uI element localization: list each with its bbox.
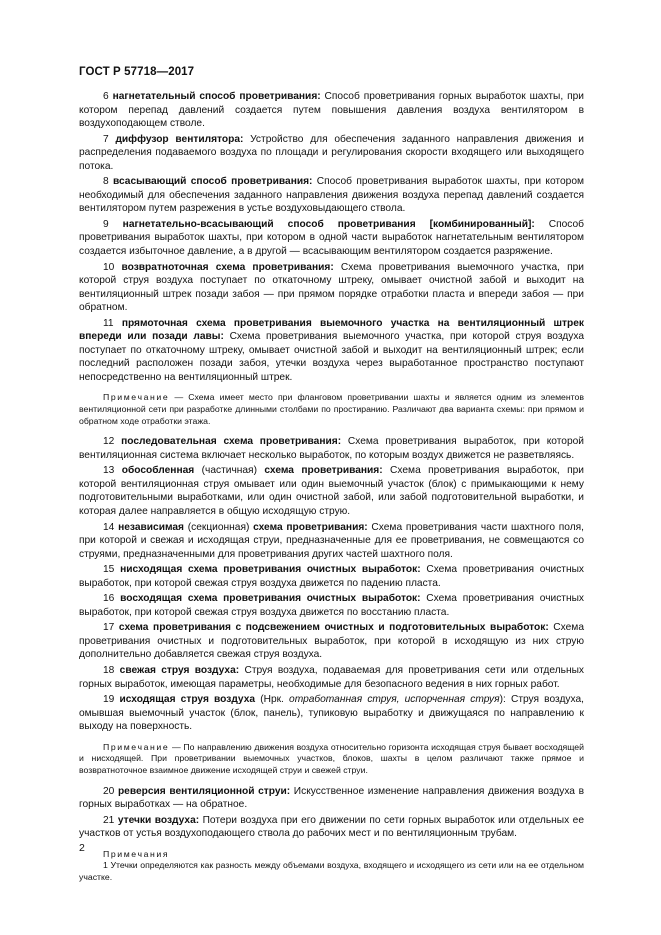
term: исходящая струя воздуха	[119, 694, 256, 706]
term-entry-19: 19 исходящая струя воздуха (Нрк. отработанная струя, испорченная струя): Струя воздуха, омывшая выемочный участок (блок, панель), тупиковую выработку и движущаяся по направлению к выходу на поверхность.	[79, 694, 584, 733]
standard-header: ГОСТ Р 57718—2017	[79, 66, 195, 78]
term: диффузор вентилятора:	[115, 133, 244, 145]
term-entry-6: 6 нагнетательный способ проветривания: Способ проветривания горных выработок шахты, при котором перепад давлений создается путем повышения давления воздуха вентилятором в воздухоподающем стволе.	[79, 91, 584, 130]
note: Примечание — Схема имеет место при фланговом проветривании шахты и является одним из элементов вентиляционной сети при разработке длинными столбами по простиранию. Различают два варианта схемы: при прямом и обратном ходе отработки этажа.	[79, 392, 584, 426]
term: восходящая схема проветривания очистных выработок:	[120, 593, 421, 605]
term: схема проветривания с подсвежением очистных и подготовительных выработок:	[118, 622, 549, 634]
term: нисходящая схема проветривания очистных выработок:	[120, 564, 421, 576]
term: нагнетательно-всасывающий способ проветривания [комбинированный]:	[122, 218, 535, 230]
note: Примечание — По направлению движения воздуха относительно горизонта исходящая струя бывает восходящей и нисходящей. При проветривании выемочных участков, блоков, шахты в целом различают также прямое и возвратноточное взаимное движение исходящей струи и свежей струи.	[79, 741, 584, 775]
term-entry-20: 20 реверсия вентиляционной струи: Искусственное изменение направления движения воздуха в горных выработках — на обратное.	[79, 785, 584, 811]
term: свежая струя воздуха:	[119, 665, 240, 677]
term-entry-10: 10 возвратноточная схема проветривания: Схема проветривания выемочного участка, при которой струя воздуха поступает по откаточному штреку, омывает очистной забой и выходит на вентиляционный штрек позади забоя — при прямом порядке отработки пласта и впереди забоя — при обратном.	[79, 261, 584, 314]
term: обособленная	[121, 465, 195, 477]
term: всасывающий способ проветривания:	[113, 176, 313, 188]
notes-block	[79, 849, 584, 884]
term-entry-14: 14 независимая (секционная) схема проветривания: Схема проветривания части шахтного поля, при которой и свежая и исходящая струи, предназначенные для ее проветривания, не совмещаются со струями, предназначенными для проветривания других частей шахтного поля.	[79, 521, 584, 560]
term-entry-21: 21 утечки воздуха: Потери воздуха при его движении по сети горных выработок или отдельных ее участков от устья воздухоподающего ствола до рабочих мест и по вентиляционным трубам.	[79, 814, 584, 840]
term-entry-18: 18 свежая струя воздуха: Струя воздуха, подаваемая для проветривания сети или отдельных горных выработок, имеющая параметры, необходимые для безопасного ведения в них горных работ.	[79, 665, 584, 690]
term: схема проветривания:	[253, 521, 368, 533]
term: независимая	[118, 521, 184, 533]
term-entry-9: 9 нагнетательно-всасывающий способ проветривания [комбинированный]: Способ проветривания выработок шахты, при котором в одной части выработок нагнетательным вентилятором создается избыточное давление, а в другой — всасывающим вентилятором создается разряжение.	[79, 218, 584, 258]
term: последовательная схема проветривания:	[121, 436, 342, 448]
deprecated-terms: отработанная струя, испорченная струя	[289, 694, 500, 706]
term-entry-13: 13 обособленная (частичная) схема проветривания: Схема проветривания выработок, при которой вентиляционная струя омывает или один выемочный участок (блок) с примыкающими к нему подготовительными выработками, или один очистной забой, или забой подготовительной выработки, и которая далее направляется в общую исходящую струю.	[79, 465, 584, 517]
term-entry-12: 12 последовательная схема проветривания: Схема проветривания выработок, при которой вентиляционная система включает несколько выработок, по которым воздух движется не разветвляясь.	[79, 436, 584, 461]
term-entry-8: 8 всасывающий способ проветривания: Способ проветривания выработок шахты, при котором необходимый для обеспечения заданного направления движения воздуха перепад давлений создается вентилятором путем разрежения в устье воздуховыдающего ствола.	[79, 176, 584, 215]
term-entry-11: 11 прямоточная схема проветривания выемочного участка на вентиляционный штрек впереди или позади лавы: Схема проветривания выемочного участка, при которой струя воздуха поступает по откаточному штреку, омывает очистной забой и выходит на вентиляционный штрек; если последний расположен позади забоя, утечки воздуха через выработанное пространство поступают непосредственно на вентиляционный штрек.	[79, 317, 584, 383]
term-entry-16: 16 восходящая схема проветривания очистных выработок: Схема проветривания очистных выработок, при которой свежая струя воздуха движется по восстанию пласта.	[79, 593, 585, 618]
note-label: Примечание	[103, 392, 170, 403]
document-body	[79, 90, 584, 884]
term: возвратноточная схема проветривания:	[121, 261, 334, 273]
term: схема проветривания:	[264, 465, 383, 477]
term: утечки воздуха:	[117, 814, 200, 826]
page-number: 2	[79, 842, 85, 854]
term-entry-7: 7 диффузор вентилятора: Устройство для обеспечения заданного направления движения и распределения подаваемого воздуха по площади и регулирования скорости входящего или выходящего потока.	[79, 133, 585, 172]
note-label: Примечание	[103, 741, 170, 752]
term: нагнетательный способ проветривания:	[112, 91, 321, 102]
term: реверсия вентиляционной струи:	[117, 785, 291, 797]
term-entry-15: 15 нисходящая схема проветривания очистных выработок: Схема проветривания очистных выработок, при которой свежая струя воздуха движется по падению пласта.	[79, 564, 584, 589]
note-item: 1 Утечки определяются как разность между объемами воздуха, входящего и исходящего из сети или на ее отдельном участке.	[79, 860, 584, 882]
notes-title: Примечания	[103, 848, 170, 859]
term-entry-17: 17 схема проветривания с подсвежением очистных и подготовительных выработок: Схема проветривания очистных и подготовительных выработок, при которой в исходящую из них струю дополнительно добавляется свежая струя воздуха.	[79, 622, 584, 661]
term: прямоточная схема проветривания выемочного участка на вентиляционный штрек впереди или позади лавы:	[79, 317, 584, 343]
